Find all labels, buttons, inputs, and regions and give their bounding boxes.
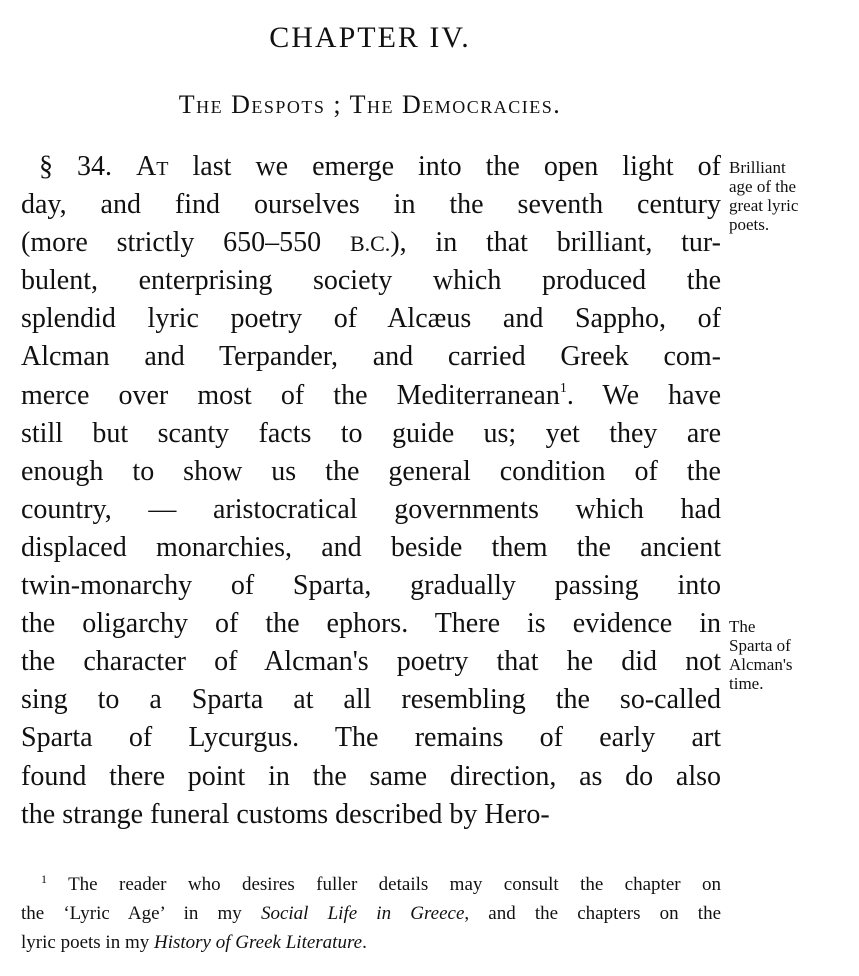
section-mark: § 34. (39, 151, 113, 182)
text-line: Sparta of Lycurgus. The remains of early art (21, 722, 721, 754)
chapter-heading: CHAPTER IV. (269, 21, 471, 54)
text-line: sing to a Sparta at all resembling the so-called (21, 684, 721, 716)
text-line: displaced monarchies, and beside them the ancient (21, 531, 721, 563)
text-line: enough to show us the general condition of the (21, 455, 721, 487)
margin-note-lyric-poets: Brilliant age of the great lyric poets. (729, 158, 799, 234)
footnote-line: the ‘Lyric Age’ in my Social Life in Greece, and the chapters on the (21, 903, 721, 924)
footnote-line: lyric poets in my History of Greek Literature. (21, 932, 367, 953)
margin-note-sparta: The Sparta of Alcman's time. (729, 617, 793, 693)
book-title-greek-literature: History of Greek Literature (153, 932, 363, 953)
footnote (21, 870, 721, 957)
text-line: merce over most of the Mediterranean$^1$. We have (21, 379, 721, 411)
main-text (21, 148, 721, 834)
era-abbreviation: B.C. (349, 231, 391, 257)
text-line: (more strictly 650–550 B.C.), in that brilliant, tur- (21, 227, 721, 259)
text-line: § 34. At last we emerge into the open light of (39, 151, 721, 182)
text-line: still but scanty facts to guide us; yet they are (21, 417, 721, 449)
text-line: the oligarchy of the ephors. There is evidence in (21, 608, 721, 640)
text-line: bulent, enterprising society which produced the (21, 265, 721, 297)
text-line: splendid lyric poetry of Alcæus and Sappho, of (21, 303, 721, 335)
book-title-social-life: Social Life in Greece (260, 903, 465, 924)
text-line: the character of Alcman's poetry that he did not (21, 646, 721, 678)
footnote-marker: 1 (41, 872, 47, 886)
first-words: At (136, 151, 169, 182)
chapter-subtitle: The Despots ; The Democracies. (178, 90, 562, 119)
text-line: the strange funeral customs described by Hero- (21, 798, 550, 830)
text-line: twin-monarchy of Sparta, gradually passing into (21, 570, 721, 602)
text-line: found there point in the same direction, as do also (21, 760, 721, 792)
footnote-line: $^1$ The reader who desires fuller details may consult the chapter on (41, 872, 721, 895)
footnote-reference[interactable]: 1 (559, 380, 567, 396)
text-line: day, and find ourselves in the seventh century (21, 189, 721, 221)
text-line: country, — aristocratical governments which had (21, 493, 721, 525)
text-line: Alcman and Terpander, and carried Greek com- (21, 341, 721, 373)
